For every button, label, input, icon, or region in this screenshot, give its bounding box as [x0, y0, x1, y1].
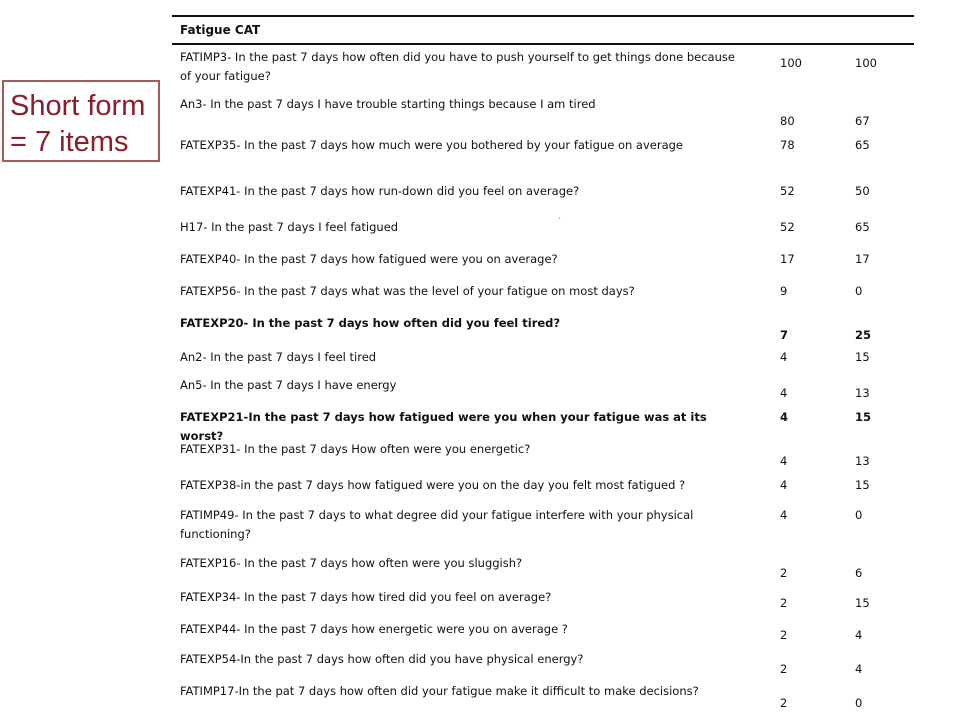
value-column-2: 25	[855, 328, 872, 342]
question-text: FATEXP56- In the past 7 days what was the level of your fatigue on most days?	[180, 284, 635, 298]
table-row	[172, 91, 914, 133]
callout-line-2: = 7 items	[10, 126, 129, 158]
question-text: FATEXP21-In the past 7 days how fatigued were you when your fatigue was at its worst?	[180, 410, 707, 443]
value-column-1: 9	[780, 284, 788, 298]
table-row	[172, 617, 914, 647]
table-row	[172, 473, 914, 503]
value-column-2: 15	[855, 410, 872, 424]
value-column-1: 2	[780, 566, 788, 580]
value-column-2: 6	[855, 566, 863, 580]
question-text: FATIMP17-In the pat 7 days how often did your fatigue make it difficult to make decisions?	[180, 684, 699, 698]
question-text: FATEXP54-In the past 7 days how often did you have physical energy?	[180, 652, 584, 666]
value-column-1: 17	[780, 252, 795, 266]
question-text: FATEXP16- In the past 7 days how often were you sluggish?	[180, 556, 523, 570]
question-text: An2- In the past 7 days I feel tired	[180, 350, 377, 364]
value-column-2: 0	[855, 284, 863, 298]
table-row	[172, 215, 914, 247]
question-text: FATEXP38-in the past 7 days how fatigued were you on the day you felt most fatigued ?	[180, 478, 686, 492]
value-column-2: 67	[855, 114, 870, 128]
value-column-1: 80	[780, 114, 795, 128]
table-row	[172, 311, 914, 345]
table-row	[172, 551, 914, 585]
table-row	[172, 179, 914, 215]
table-row	[172, 45, 914, 91]
value-column-1: 4	[780, 386, 788, 400]
value-column-2: 65	[855, 220, 870, 234]
question-text: FATEXP41- In the past 7 days how run-down did you feel on average?	[180, 184, 580, 198]
short-form-callout	[2, 80, 160, 162]
table-row	[172, 503, 914, 551]
value-column-2: 15	[855, 478, 870, 492]
value-column-1: 4	[780, 410, 789, 424]
value-column-1: 4	[780, 454, 788, 468]
value-column-2: 0	[855, 696, 863, 710]
value-column-1: 7	[780, 328, 789, 342]
value-column-1: 52	[780, 184, 795, 198]
value-column-2: 4	[855, 628, 863, 642]
table-row	[172, 437, 914, 473]
value-column-1: 2	[780, 596, 788, 610]
table-row	[172, 585, 914, 617]
value-column-1: 100	[780, 56, 802, 70]
table-row	[172, 133, 914, 179]
table-row	[172, 405, 914, 443]
callout-line-1: Short form	[10, 90, 146, 122]
table-body	[172, 45, 914, 709]
value-column-1: 78	[780, 138, 795, 152]
table-row	[172, 247, 914, 279]
value-column-2: 17	[855, 252, 870, 266]
value-column-2: 100	[855, 56, 877, 70]
question-text: An5- In the past 7 days I have energy	[180, 378, 397, 392]
value-column-2: 65	[855, 138, 870, 152]
table-row	[172, 345, 914, 373]
question-text: An3- In the past 7 days I have trouble starting things because I am tired	[180, 97, 596, 111]
table-title: Fatigue CAT	[180, 23, 261, 37]
table-row	[172, 647, 914, 679]
table-header	[172, 17, 914, 43]
table-row	[172, 279, 914, 311]
value-column-1: 52	[780, 220, 795, 234]
question-text: FATEXP44- In the past 7 days how energetic were you on average ?	[180, 622, 568, 636]
question-text: H17- In the past 7 days I feel fatigued	[180, 220, 399, 234]
question-text: FATIMP3- In the past 7 days how often did you have to push yourself to get things done because of your fatigue?	[180, 50, 735, 83]
value-column-2: 4	[855, 662, 863, 676]
value-column-1: 2	[780, 628, 788, 642]
value-column-2: 13	[855, 386, 870, 400]
value-column-2: 15	[855, 596, 870, 610]
value-column-1: 2	[780, 662, 788, 676]
value-column-1: 4	[780, 478, 788, 492]
question-text: FATEXP34- In the past 7 days how tired did you feel on average?	[180, 590, 552, 604]
value-column-1: 4	[780, 350, 788, 364]
table-row	[172, 373, 914, 405]
question-text: FATEXP20- In the past 7 days how often did you feel tired?	[180, 316, 561, 330]
question-text: FATEXP35- In the past 7 days how much were you bothered by your fatigue on average	[180, 138, 683, 152]
value-column-2: 13	[855, 454, 870, 468]
value-column-2: 0	[855, 508, 863, 522]
question-text: FATEXP31- In the past 7 days How often were you energetic?	[180, 442, 531, 456]
table-row	[172, 679, 914, 709]
question-text: FATIMP49- In the past 7 days to what degree did your fatigue interfere with your physical functioning?	[180, 508, 694, 541]
value-column-2: 50	[855, 184, 870, 198]
question-text: FATEXP40- In the past 7 days how fatigued were you on average?	[180, 252, 558, 266]
stray-mark: `	[558, 217, 562, 226]
value-column-1: 4	[780, 508, 788, 522]
fatigue-cat-table	[172, 15, 914, 709]
value-column-1: 2	[780, 696, 788, 710]
value-column-2: 15	[855, 350, 870, 364]
